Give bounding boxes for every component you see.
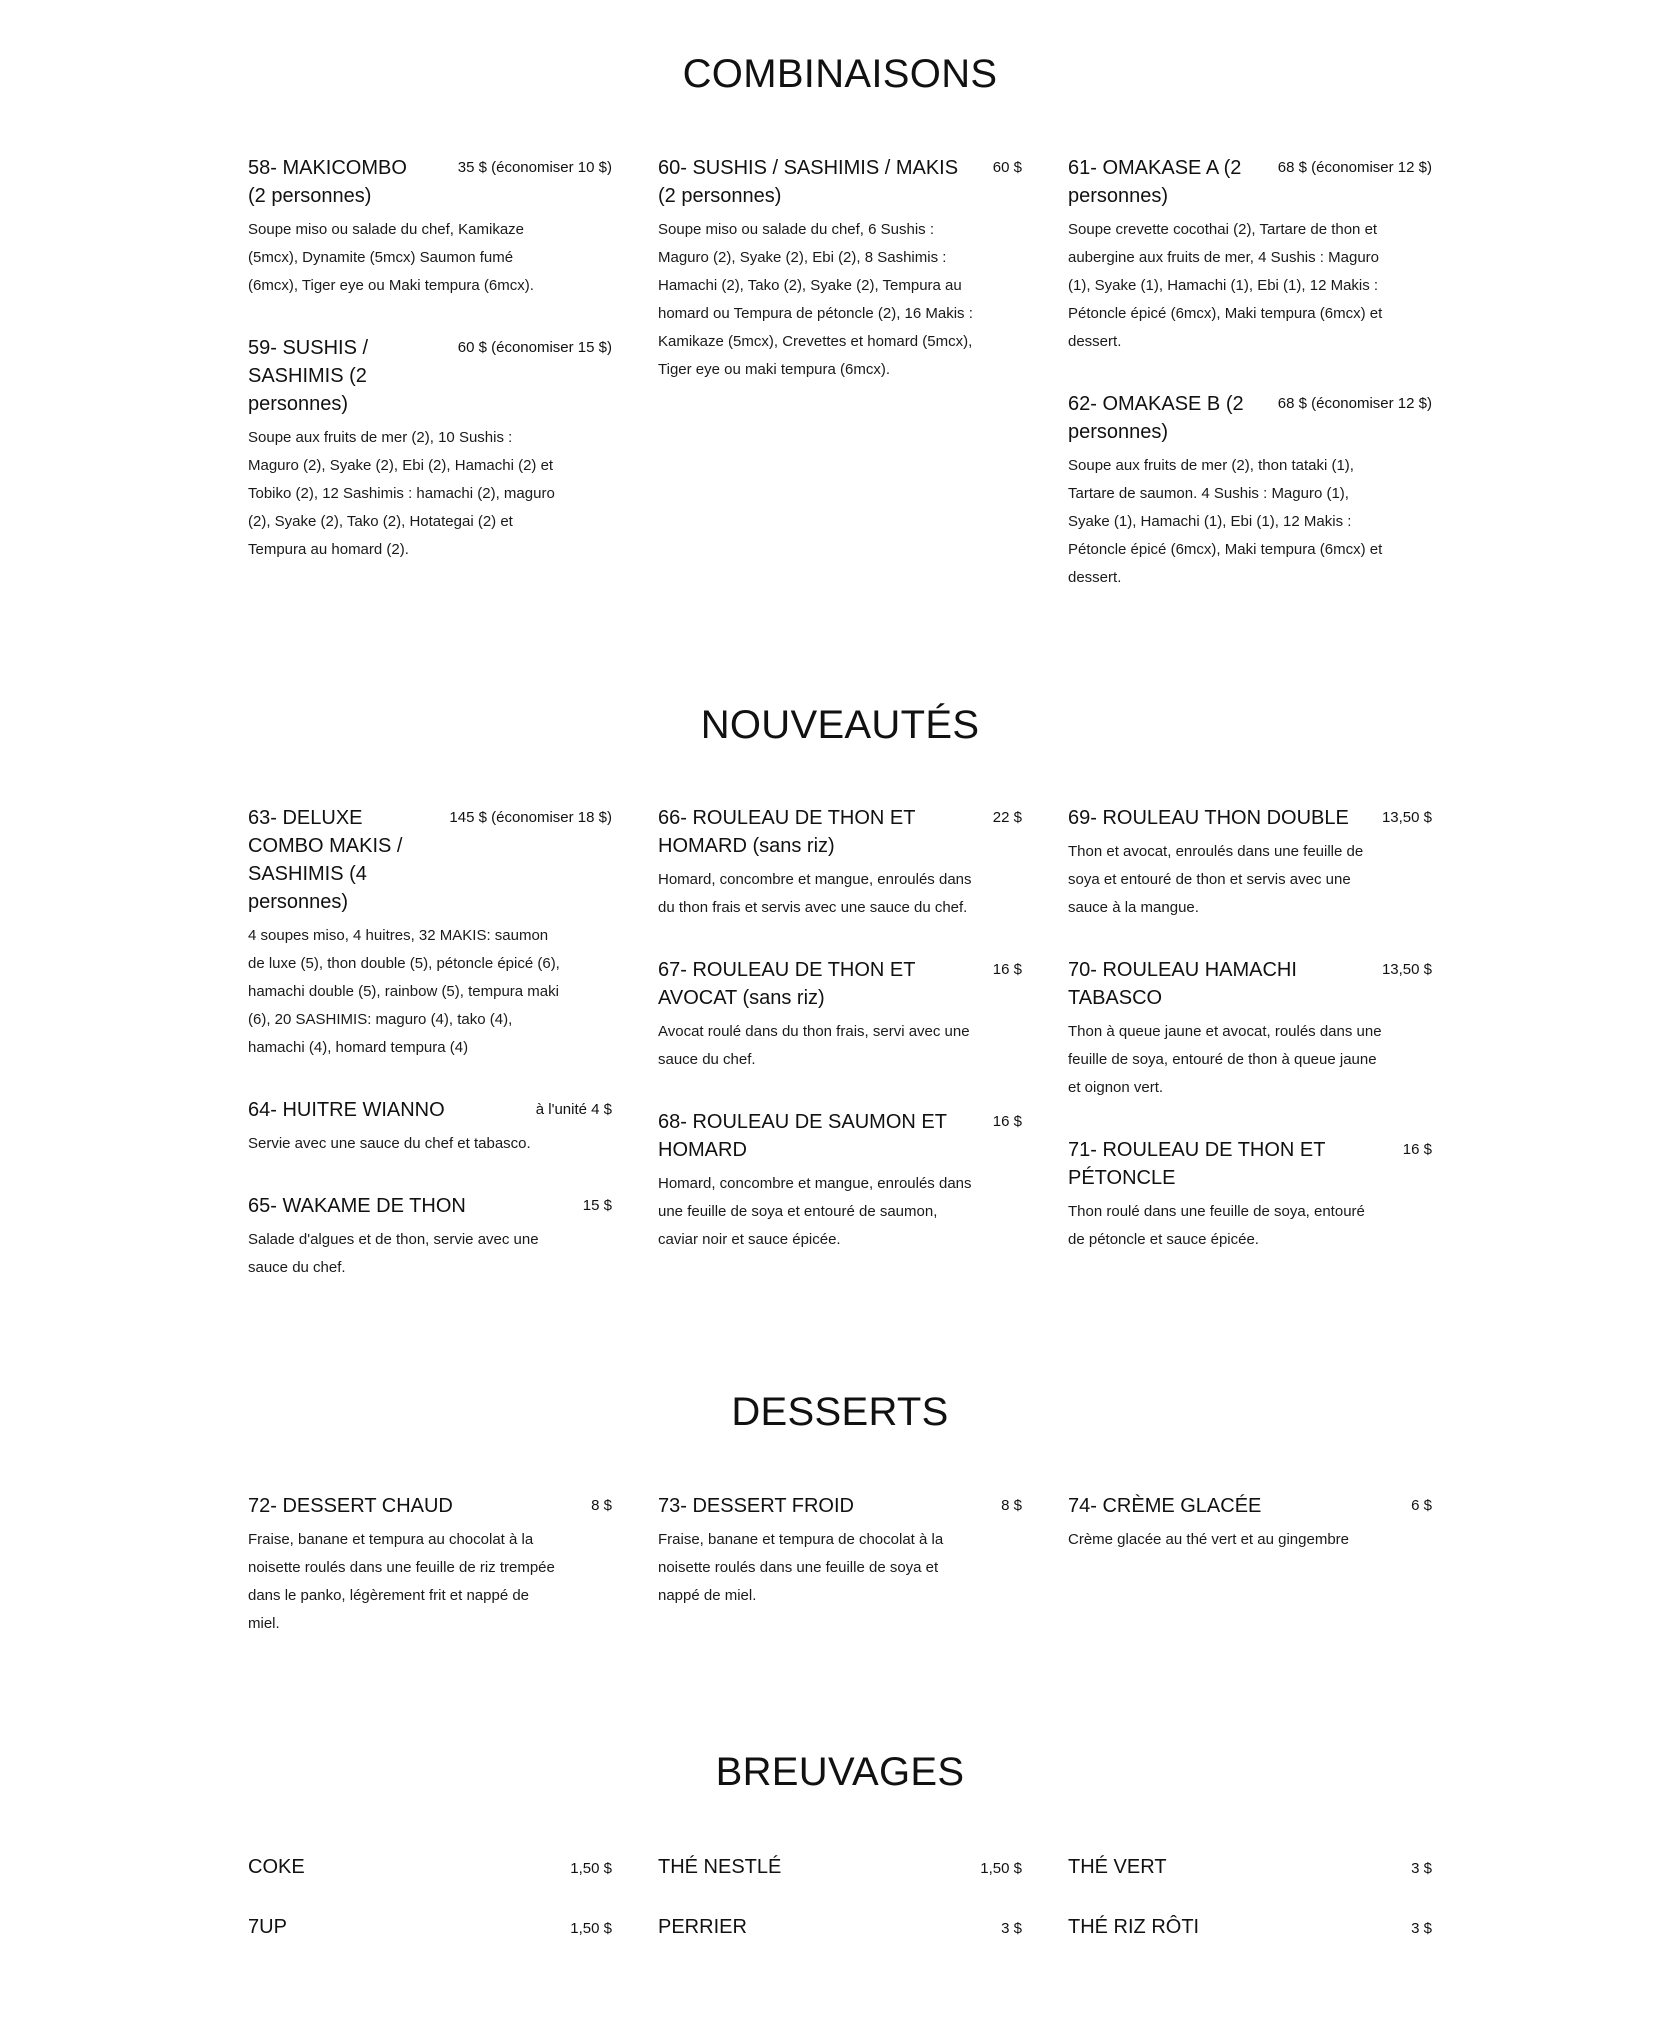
menu-item-header [1068, 390, 1432, 446]
menu-item-header [248, 334, 612, 418]
menu-item-description: Fraise, banane et tempura au chocolat à la noisette roulés dans une feuille de riz trempée dans le panko, légèrement frit et nappé de miel. [248, 1531, 555, 1632]
menu-item-header [658, 956, 1022, 1012]
menu-item-price: 22 $ [992, 809, 1022, 826]
drink-item [248, 1853, 612, 1913]
menu-item-price: 15 $ [582, 1197, 612, 1214]
section-breuvages [0, 1750, 1680, 1795]
menu-column [1068, 1853, 1432, 1973]
menu-item-name: 67- ROULEAU DE THON ET AVOCAT (sans riz) [658, 959, 916, 1009]
drink-item [248, 1913, 612, 1973]
section-desserts [0, 1390, 1680, 1435]
drink-item [658, 1913, 1022, 1973]
menu-item [658, 956, 1022, 1074]
menu-item-description: 4 soupes miso, 4 huitres, 32 MAKIS: saumon de luxe (5), thon double (5), pétoncle épicé (6), hamachi double (5), rainbow (5), tempura maki (6), 20 SASHIMIS: maguro (4), tako (4), hamachi (4), homard tempura (4) [248, 927, 560, 1056]
drink-price: 1,50 $ [570, 1860, 612, 1877]
drink-name: THÉ VERT [1068, 1856, 1167, 1878]
section-title: BREUVAGES [715, 1750, 965, 1794]
menu-item-name: 69- ROULEAU THON DOUBLE [1068, 807, 1349, 829]
menu-item [658, 154, 1022, 384]
drink-name: COKE [248, 1856, 305, 1878]
menu-item-price: 68 $ (économiser 12 $) [1277, 159, 1432, 176]
menu-item-price: 145 $ (économiser 18 $) [449, 809, 612, 826]
menu-item-description: Salade d'algues et de thon, servie avec une sauce du chef. [248, 1231, 539, 1276]
breuvages-grid [248, 1853, 1432, 1973]
combinaisons-grid [248, 154, 1432, 592]
menu-item [1068, 804, 1432, 922]
menu-item [1068, 1492, 1432, 1554]
drink-name: 7UP [248, 1916, 287, 1938]
menu-item [1068, 1136, 1432, 1254]
menu-column [1068, 1492, 1432, 1638]
menu-column [1068, 804, 1432, 1282]
menu-item-description: Thon roulé dans une feuille de soya, entouré de pétoncle et sauce épicée. [1068, 1203, 1365, 1248]
menu-item-price: 35 $ (économiser 10 $) [457, 159, 612, 176]
menu-item-price: 16 $ [992, 1113, 1022, 1130]
menu-column [658, 1853, 1022, 1973]
drink-price: 1,50 $ [980, 1860, 1022, 1877]
menu-column [248, 804, 612, 1282]
drink-item [658, 1853, 1022, 1913]
drink-price: 3 $ [1411, 1920, 1432, 1937]
menu-item-header [248, 1192, 612, 1220]
menu-item-description: Soupe miso ou salade du chef, 6 Sushis : Maguro (2), Syake (2), Ebi (2), 8 Sashimis : Hamachi (2), Tako (2), Syake (2), Tempura au homard ou Tempura de pétoncle (2), 16 Makis : Kamikaze (5mcx), Crevettes et homard (5mcx), Tiger eye ou maki tempura (6mcx). [658, 221, 973, 378]
section-combinaisons [0, 52, 1680, 97]
menu-column [658, 154, 1022, 592]
menu-item-price: 13,50 $ [1381, 961, 1432, 978]
menu-item-name: 74- CRÈME GLACÉE [1068, 1495, 1262, 1517]
menu-item-description: Servie avec une sauce du chef et tabasco. [248, 1135, 531, 1152]
menu-item-price: 60 $ [992, 159, 1022, 176]
menu-item [658, 804, 1022, 922]
menu-item-header [658, 804, 1022, 860]
menu-item-price: 60 $ (économiser 15 $) [457, 339, 612, 356]
drink-name: THÉ NESTLÉ [658, 1856, 782, 1878]
menu-item-header [658, 154, 1022, 210]
menu-item-name: 59- SUSHIS / SASHIMIS (2 personnes) [248, 337, 369, 415]
menu-item-header [248, 1096, 612, 1124]
drink-item [1068, 1853, 1432, 1913]
section-title: NOUVEAUTÉS [700, 703, 980, 747]
menu-item-header [1068, 956, 1432, 1012]
menu-item-price: 16 $ [1402, 1141, 1432, 1158]
menu-item-price: 8 $ [1001, 1497, 1022, 1514]
menu-item-description: Avocat roulé dans du thon frais, servi avec une sauce du chef. [658, 1023, 970, 1068]
drink-price: 1,50 $ [570, 1920, 612, 1937]
menu-item-price: 16 $ [992, 961, 1022, 978]
menu-column [248, 154, 612, 592]
menu-item [248, 1492, 612, 1638]
menu-item-name: 58- MAKICOMBO (2 personnes) [248, 157, 407, 207]
menu-item-description: Crème glacée au thé vert et au gingembre [1068, 1531, 1349, 1548]
drink-name: THÉ RIZ RÔTI [1068, 1916, 1200, 1938]
menu-item-description: Thon et avocat, enroulés dans une feuille de soya et entouré de thon et servis avec une sauce à la mangue. [1068, 843, 1364, 916]
menu-item-description: Fraise, banane et tempura de chocolat à la noisette roulés dans une feuille de soya et nappé de miel. [658, 1531, 944, 1604]
menu-item-price: à l'unité 4 $ [535, 1101, 612, 1118]
menu-item-header [1068, 1136, 1432, 1192]
menu-item-description: Soupe aux fruits de mer (2), thon tataki (1), Tartare de saumon. 4 Sushis : Maguro (1), Syake (1), Hamachi (1), Ebi (1), 12 Makis : Pétoncle épicé (6mcx), Maki tempura (6mcx) et dessert. [1068, 457, 1383, 586]
menu-item-header [248, 1492, 612, 1520]
drink-price: 3 $ [1411, 1860, 1432, 1877]
drink-item [1068, 1913, 1432, 1973]
menu-item-name: 66- ROULEAU DE THON ET HOMARD (sans riz) [658, 807, 916, 857]
menu-item-price: 68 $ (économiser 12 $) [1277, 395, 1432, 412]
desserts-grid [248, 1492, 1432, 1638]
menu-item [248, 1192, 612, 1282]
menu-item-description: Homard, concombre et mangue, enroulés dans du thon frais et servis avec une sauce du chef. [658, 871, 972, 916]
menu-item-description: Thon à queue jaune et avocat, roulés dans une feuille de soya, entouré de thon à queue jaune et oignon vert. [1068, 1023, 1382, 1096]
menu-item-header [1068, 804, 1432, 832]
menu-item-header [248, 154, 612, 210]
menu-item-header [248, 804, 612, 916]
menu-item-name: 60- SUSHIS / SASHIMIS / MAKIS (2 personnes) [658, 157, 959, 207]
menu-item [248, 1096, 612, 1158]
menu-item [658, 1108, 1022, 1254]
section-title: COMBINAISONS [682, 52, 998, 96]
menu-item-header [1068, 1492, 1432, 1520]
menu-item [1068, 390, 1432, 592]
section-nouveautes [0, 703, 1680, 748]
section-title: DESSERTS [731, 1390, 949, 1434]
menu-column [248, 1492, 612, 1638]
menu-item-name: 64- HUITRE WIANNO [248, 1099, 445, 1121]
menu-item-description: Soupe crevette cocothai (2), Tartare de thon et aubergine aux fruits de mer, 4 Sushis : Maguro (1), Syake (1), Hamachi (1), Ebi (1), 12 Makis : Pétoncle épicé (6mcx), Maki tempura (6mcx) et dessert. [1068, 221, 1383, 350]
menu-item [658, 1492, 1022, 1610]
menu-item [1068, 154, 1432, 356]
menu-item-price: 13,50 $ [1381, 809, 1432, 826]
menu-item-header [1068, 154, 1432, 210]
menu-column [658, 804, 1022, 1282]
menu-item-description: Homard, concombre et mangue, enroulés dans une feuille de soya et entouré de saumon, caviar noir et sauce épicée. [658, 1175, 972, 1248]
menu-item-name: 72- DESSERT CHAUD [248, 1495, 453, 1517]
menu-item [248, 154, 612, 300]
menu-item-name: 65- WAKAME DE THON [248, 1195, 466, 1217]
menu-item-name: 73- DESSERT FROID [658, 1495, 854, 1517]
menu-item-price: 8 $ [591, 1497, 612, 1514]
menu-item-name: 62- OMAKASE B (2 personnes) [1068, 393, 1244, 443]
menu-item-description: Soupe miso ou salade du chef, Kamikaze (5mcx), Dynamite (5mcx) Saumon fumé (6mcx), Tiger eye ou Maki tempura (6mcx). [248, 221, 534, 294]
menu-item-header [658, 1492, 1022, 1520]
menu-column [658, 1492, 1022, 1638]
menu-item [1068, 956, 1432, 1102]
menu-column [1068, 154, 1432, 592]
menu-item [248, 804, 612, 1062]
menu-item-price: 6 $ [1411, 1497, 1432, 1514]
drink-name: PERRIER [658, 1916, 747, 1938]
menu-item-header [658, 1108, 1022, 1164]
menu-item-description: Soupe aux fruits de mer (2), 10 Sushis : Maguro (2), Syake (2), Ebi (2), Hamachi (2) et Tobiko (2), 12 Sashimis : hamachi (2), maguro (2), Syake (2), Tako (2), Hotategai (2) et Tempura au homard (2). [248, 429, 555, 558]
menu-item-name: 61- OMAKASE A (2 personnes) [1068, 157, 1242, 207]
menu-item-name: 71- ROULEAU DE THON ET PÉTONCLE [1068, 1139, 1326, 1189]
menu-item-name: 63- DELUXE COMBO MAKIS / SASHIMIS (4 personnes) [248, 807, 403, 913]
drink-price: 3 $ [1001, 1920, 1022, 1937]
menu-item [248, 334, 612, 564]
menu-column [248, 1853, 612, 1973]
menu-item-name: 68- ROULEAU DE SAUMON ET HOMARD [658, 1111, 947, 1161]
nouveautes-grid [248, 804, 1432, 1282]
menu-item-name: 70- ROULEAU HAMACHI TABASCO [1068, 959, 1297, 1009]
